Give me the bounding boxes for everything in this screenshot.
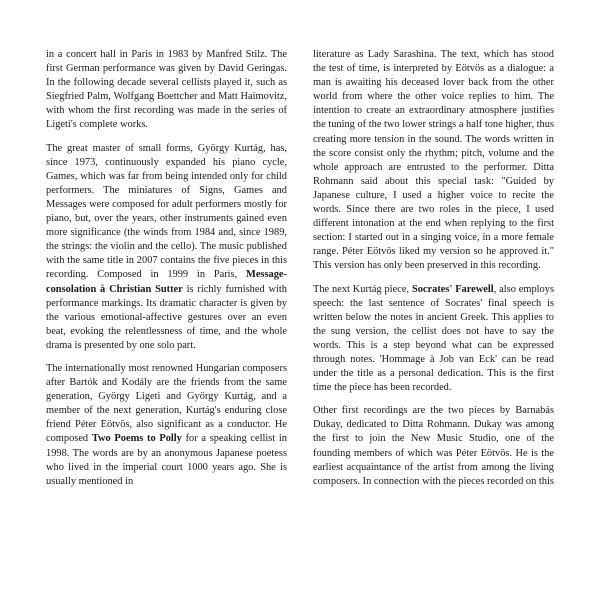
paragraph [313, 404, 554, 489]
text-run: The great master of small forms, György Kurtág, has, since 1973, continuously expanded his piano cycle, Games, which was far from being intended only for child performers. The miniatures of Signs, Games and Messages were composed for adult performers mostly for piano, but, over the years, other instruments gained even more significance (the winds from 1984 and, since 1989, the strings: the violin and the cello). The music published with the same title in 2007 contains the five pieces in this recording. Composed in 1999 in Paris, [46, 142, 287, 281]
text-run: for a speaking cellist in 1998. The words are by an anonymous Japanese poetess who lived in the imperial court 1000 years ago. She is usually mentioned in [46, 433, 287, 487]
paragraph [313, 283, 554, 396]
text-run: The internationally most renowned Hungarian composers after Bartók and Kodály are the friends from the same generation, György Ligeti and György Kurtág, and a member of the next generation, Kurtág's enduring close friend Péter Eötvös, also significant as a conductor. He composed [46, 362, 287, 445]
paragraph [46, 48, 287, 133]
left-text-column [46, 48, 287, 570]
text-run: in a concert hall in Paris in 1983 by Manfred Stilz. The first German performance was given by David Geringas. In the following decade several cellists played it, such as Siegfried Palm, Wolfgang Boettcher and Matt Haimovitz, with whom the first recording was made in the series of Ligeti's complete works. [46, 49, 287, 131]
emphasized-title: Two Poems to Polly [91, 433, 182, 445]
text-run: , also employs speech: the last sentence of Socrates' final speech is written below the notes in ancient Greek. This applies to the sung version, the cellist does not have to say the words. This is a step beyond what can be expressed through notes. 'Hommage à Job van Eck' can be read under the title as a personal dedication. This is the first time the piece has been recorded. [313, 283, 554, 394]
two-column-text-body [46, 48, 554, 570]
paragraph [313, 48, 554, 274]
emphasized-title: Message-consolation à Christian Sutter [46, 269, 287, 295]
text-run: literature as Lady Sarashina. The text, which has stood the test of time, is interpreted by Eötvös as a dialogue: a man is awaiting his deceased lover back from the other world from where the other voice replies to him. The intention to create an extraordinary atmosphere justifies the tuning of the two lower strings a half tone higher, thus creating more tension in the sound. The words written in the score consist only the rhythm; pitch, volume and the whole approach are entrusted to the performer. Ditta Rohmann said about this special task: "Guided by Japanese culture, I used a higher voice to recite the words. Since there are two roles in the piece, I used different intonation at the end when replying to the first section: I started out in a singing voice, in a more female range. Péter Eötvös liked my version so he approved it." This version has only been preserved in this recording. [313, 49, 554, 272]
paragraph [46, 362, 287, 489]
paragraph [46, 142, 287, 353]
text-run: is richly furnished with performance markings. Its dramatic character is given by the various emotional-affective gestures over an even beat, evoking the relentlessness of time, and the whole drama is presented by one solo part. [46, 283, 287, 351]
emphasized-title: Socrates' Farewell [411, 283, 494, 295]
right-text-column [313, 48, 554, 570]
text-run: Other first recordings are the two pieces by Barnabás Dukay, dedicated to Ditta Rohmann. Dukay was among the first to join the New Music Studio, one of the founding members of which was Péter Eötvös. He is the earliest acquaintance of the artist from among the living composers. In connection with the pieces recorded on this [313, 405, 554, 487]
text-run: The next Kurtág piece, [313, 283, 412, 295]
